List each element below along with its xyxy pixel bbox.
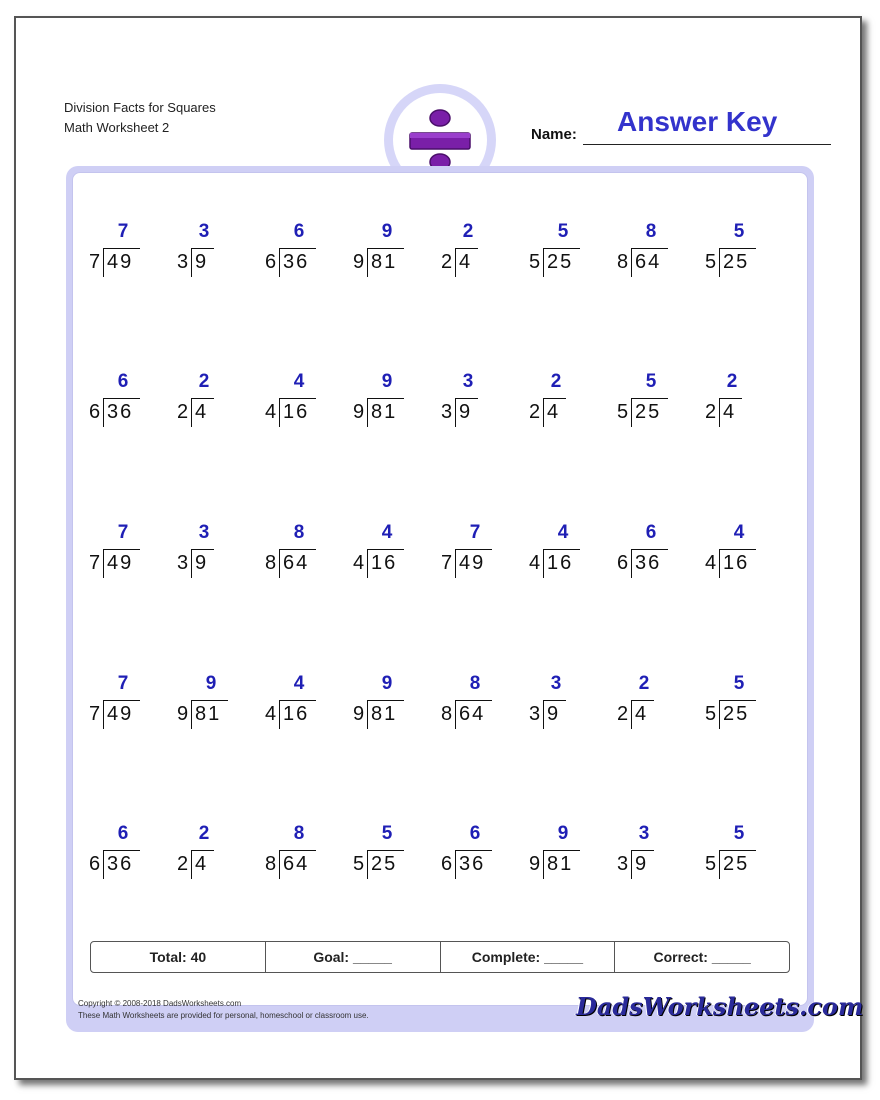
quotient-answer: 5	[557, 221, 569, 242]
divisor: 9	[353, 703, 365, 725]
division-problem	[89, 371, 169, 431]
dividend: 36	[107, 853, 134, 875]
divisor: 5	[353, 853, 365, 875]
dividend: 81	[547, 853, 574, 875]
division-problem	[705, 522, 785, 582]
name-label: Name:	[531, 126, 577, 143]
dividend: 4	[195, 401, 209, 423]
divisor: 3	[617, 853, 629, 875]
division-problem	[617, 522, 697, 582]
dividend: 9	[459, 401, 473, 423]
dividend: 81	[371, 401, 398, 423]
dividend: 9	[547, 703, 561, 725]
dividend: 16	[723, 552, 750, 574]
divisor: 3	[529, 703, 541, 725]
quotient-answer: 8	[293, 823, 305, 844]
divisor: 6	[265, 251, 277, 273]
division-problem	[353, 221, 433, 281]
division-problem	[265, 673, 345, 733]
score-table	[90, 941, 790, 973]
division-problem	[265, 823, 345, 883]
division-problem	[441, 823, 521, 883]
division-problem	[177, 522, 257, 582]
divisor: 3	[177, 552, 189, 574]
dividend: 64	[459, 703, 486, 725]
divisor: 2	[705, 401, 717, 423]
quotient-answer: 5	[381, 823, 393, 844]
division-problem	[441, 371, 521, 431]
division-problem	[617, 221, 697, 281]
quotient-answer: 6	[117, 823, 129, 844]
quotient-answer: 6	[293, 221, 305, 242]
division-problem	[441, 221, 521, 281]
divisor: 4	[529, 552, 541, 574]
quotient-answer: 9	[205, 673, 217, 694]
dividend: 16	[283, 401, 310, 423]
quotient-answer: 3	[462, 371, 474, 392]
quotient-answer: 9	[381, 371, 393, 392]
division-problem	[177, 823, 257, 883]
quotient-answer: 6	[645, 522, 657, 543]
divisor: 4	[705, 552, 717, 574]
dividend: 36	[459, 853, 486, 875]
divisor: 8	[265, 853, 277, 875]
division-problem	[89, 673, 169, 733]
divisor: 5	[617, 401, 629, 423]
divisor: 6	[441, 853, 453, 875]
quotient-answer: 2	[198, 371, 210, 392]
division-problem	[617, 823, 697, 883]
quotient-answer: 2	[198, 823, 210, 844]
dividend: 36	[635, 552, 662, 574]
division-problem	[265, 371, 345, 431]
division-problem	[177, 371, 257, 431]
divisor: 7	[89, 251, 101, 273]
division-problem	[265, 221, 345, 281]
dividend: 64	[635, 251, 662, 273]
quotient-answer: 2	[726, 371, 738, 392]
dividend: 25	[723, 853, 750, 875]
divisor: 3	[441, 401, 453, 423]
quotient-answer: 4	[293, 673, 305, 694]
divisor: 8	[265, 552, 277, 574]
divisor: 8	[441, 703, 453, 725]
dividend: 25	[371, 853, 398, 875]
division-problem	[617, 371, 697, 431]
dividend: 9	[195, 552, 209, 574]
divisor: 4	[265, 703, 277, 725]
division-problem	[617, 673, 697, 733]
quotient-answer: 2	[638, 673, 650, 694]
divisor: 4	[265, 401, 277, 423]
quotient-answer: 9	[557, 823, 569, 844]
dividend: 64	[283, 853, 310, 875]
quotient-answer: 2	[550, 371, 562, 392]
quotient-answer: 7	[117, 673, 129, 694]
dividend: 9	[195, 251, 209, 273]
dividend: 4	[635, 703, 649, 725]
dividend: 4	[195, 853, 209, 875]
dividend: 49	[107, 703, 134, 725]
worksheet-title	[64, 98, 216, 138]
divisor: 5	[705, 703, 717, 725]
divisor: 7	[441, 552, 453, 574]
quotient-answer: 3	[198, 522, 210, 543]
problems-frame	[66, 166, 864, 1032]
divisor: 9	[529, 853, 541, 875]
division-problem	[353, 522, 433, 582]
quotient-answer: 4	[381, 522, 393, 543]
name-field[interactable]	[531, 106, 833, 146]
division-problem	[441, 673, 521, 733]
dividend: 49	[107, 251, 134, 273]
division-problem	[441, 522, 521, 582]
dividend: 36	[283, 251, 310, 273]
division-problem	[529, 371, 609, 431]
dividend: 4	[723, 401, 737, 423]
quotient-answer: 7	[469, 522, 481, 543]
divisor: 7	[89, 703, 101, 725]
quotient-answer: 9	[381, 221, 393, 242]
quotient-answer: 5	[733, 221, 745, 242]
divisor: 6	[617, 552, 629, 574]
dividend: 36	[107, 401, 134, 423]
dividend: 49	[459, 552, 486, 574]
dividend: 4	[459, 251, 473, 273]
division-problem	[529, 823, 609, 883]
name-line	[583, 144, 831, 145]
division-problem	[89, 221, 169, 281]
division-problem	[353, 673, 433, 733]
divisor: 6	[89, 401, 101, 423]
quotient-answer: 8	[645, 221, 657, 242]
dividend: 9	[635, 853, 649, 875]
division-problem	[705, 823, 785, 883]
dividend: 16	[371, 552, 398, 574]
title-line-1: Division Facts for Squares	[64, 100, 216, 115]
dividend: 49	[107, 552, 134, 574]
answer-key-text: Answer Key	[617, 106, 778, 137]
copyright-text: Copyright © 2008-2018 DadsWorksheets.com	[78, 999, 242, 1008]
divisor: 5	[705, 251, 717, 273]
divisor: 6	[89, 853, 101, 875]
dividend: 64	[283, 552, 310, 574]
division-problem	[529, 522, 609, 582]
score-correct[interactable]: Correct: _____	[653, 949, 751, 965]
dividend: 25	[723, 703, 750, 725]
divisor: 2	[177, 853, 189, 875]
divisor: 8	[617, 251, 629, 273]
dividend: 25	[635, 401, 662, 423]
dividend: 16	[547, 552, 574, 574]
divisor: 9	[353, 251, 365, 273]
quotient-answer: 5	[733, 823, 745, 844]
division-problem	[89, 522, 169, 582]
quotient-answer: 6	[117, 371, 129, 392]
division-problem	[705, 221, 785, 281]
dividend: 81	[371, 703, 398, 725]
problems-grid	[72, 172, 808, 1006]
division-problem	[353, 823, 433, 883]
footer-text	[78, 998, 369, 1022]
divisor: 4	[353, 552, 365, 574]
divisor: 5	[705, 853, 717, 875]
dividend: 16	[283, 703, 310, 725]
divisor: 9	[177, 703, 189, 725]
divisor: 3	[177, 251, 189, 273]
divisor: 2	[177, 401, 189, 423]
division-problem	[529, 221, 609, 281]
division-problem	[705, 673, 785, 733]
score-complete[interactable]: Complete: _____	[441, 942, 616, 972]
title-line-2: Math Worksheet 2	[64, 120, 170, 135]
divisor: 9	[353, 401, 365, 423]
divisor: 2	[441, 251, 453, 273]
division-problem	[265, 522, 345, 582]
divisor: 5	[529, 251, 541, 273]
quotient-answer: 3	[550, 673, 562, 694]
quotient-answer: 7	[117, 221, 129, 242]
quotient-answer: 5	[733, 673, 745, 694]
quotient-answer: 6	[469, 823, 481, 844]
dividend: 25	[547, 251, 574, 273]
quotient-answer: 9	[381, 673, 393, 694]
quotient-answer: 4	[557, 522, 569, 543]
quotient-answer: 8	[293, 522, 305, 543]
quotient-answer: 8	[469, 673, 481, 694]
division-problem	[705, 371, 785, 431]
quotient-answer: 3	[198, 221, 210, 242]
quotient-answer: 2	[462, 221, 474, 242]
quotient-answer: 3	[638, 823, 650, 844]
worksheet-page	[14, 16, 862, 1080]
score-goal[interactable]: Goal: _____	[266, 942, 441, 972]
divisor: 7	[89, 552, 101, 574]
quotient-answer: 7	[117, 522, 129, 543]
quotient-answer: 4	[293, 371, 305, 392]
division-problem	[177, 673, 257, 733]
division-problem	[89, 823, 169, 883]
dividend: 81	[371, 251, 398, 273]
dividend: 81	[195, 703, 222, 725]
brand-logo: DadsWorksheets.com	[576, 992, 864, 1021]
quotient-answer: 5	[645, 371, 657, 392]
division-problem	[177, 221, 257, 281]
dividend: 4	[547, 401, 561, 423]
score-total: Total: 40	[91, 942, 266, 972]
division-problem	[529, 673, 609, 733]
divisor: 2	[529, 401, 541, 423]
usage-notice: These Math Worksheets are provided for personal, homeschool or classroom use.	[78, 1011, 369, 1020]
quotient-answer: 4	[733, 522, 745, 543]
division-problem	[353, 371, 433, 431]
divisor: 2	[617, 703, 629, 725]
dividend: 25	[723, 251, 750, 273]
